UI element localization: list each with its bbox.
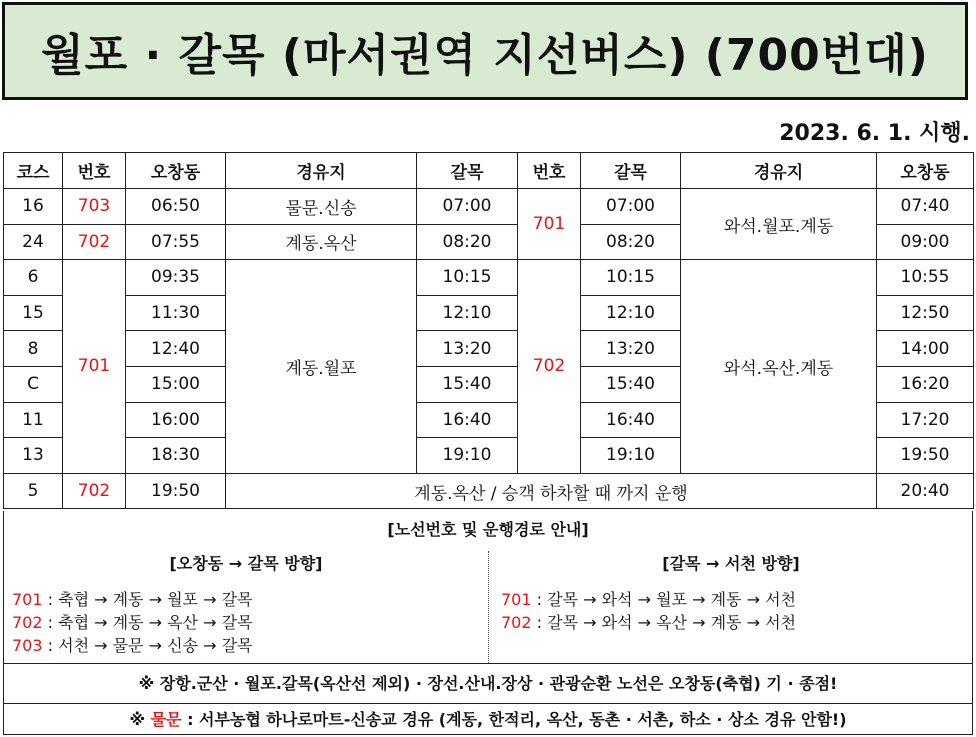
arrival-time: 08:20 <box>417 224 518 260</box>
departure-time: 09:35 <box>126 260 226 296</box>
detour-note <box>4 703 972 736</box>
table-row <box>4 189 974 225</box>
route-number: 702 <box>518 260 581 474</box>
effective-date: 2023. 6. 1. 시행. <box>779 121 970 146</box>
arrival-time: 19:10 <box>417 438 518 474</box>
route-number: 703 <box>63 189 126 225</box>
route-line <box>489 611 973 634</box>
departure-time: 11:30 <box>126 295 226 331</box>
via-cell: 와석.월포.계동 <box>681 189 877 260</box>
via-cell: 물문.신송 <box>226 189 417 225</box>
return-departure-time: 19:10 <box>581 438 681 474</box>
return-arrival-time: 07:40 <box>877 189 974 225</box>
route-number: 703 <box>12 636 43 655</box>
course-cell: 16 <box>4 189 63 225</box>
via-cell: 와석.옥산.계동 <box>681 260 877 474</box>
course-cell: C <box>4 366 63 402</box>
title-banner <box>2 2 968 100</box>
arrival-time: 13:20 <box>417 331 518 367</box>
schedule-table <box>3 152 974 509</box>
return-departure-time: 07:00 <box>581 189 681 225</box>
note-marker: ※ <box>129 710 151 729</box>
return-arrival-time: 20:40 <box>877 473 974 509</box>
route-line <box>489 588 973 611</box>
return-arrival-time: 14:00 <box>877 331 974 367</box>
departure-time: 18:30 <box>126 438 226 474</box>
departure-time: 07:55 <box>126 224 226 260</box>
course-cell: 11 <box>4 402 63 438</box>
col-header: 경유지 <box>226 153 417 189</box>
col-header: 오창동 <box>877 153 974 189</box>
departure-time: 16:00 <box>126 402 226 438</box>
return-arrival-time: 09:00 <box>877 224 974 260</box>
col-header: 코스 <box>4 153 63 189</box>
col-header: 경유지 <box>681 153 877 189</box>
route-line <box>4 634 488 657</box>
route-info-title: [노선번호 및 운행경로 안내] <box>387 520 589 539</box>
course-cell: 15 <box>4 295 63 331</box>
route-number: 702 <box>63 224 126 260</box>
route-number: 701 <box>518 189 581 260</box>
route-number: 702 <box>501 613 532 632</box>
return-departure-time: 10:15 <box>581 260 681 296</box>
route-line <box>4 588 488 611</box>
return-departure-time: 13:20 <box>581 331 681 367</box>
route-number: 701 <box>501 590 532 609</box>
route-path: : 갈목 → 와석 → 옥산 → 계동 → 서천 <box>531 613 796 632</box>
arrival-time: 10:15 <box>417 260 518 296</box>
return-departure-time: 08:20 <box>581 224 681 260</box>
return-departure-time: 16:40 <box>581 402 681 438</box>
route-info-panel <box>3 511 973 735</box>
route-line <box>4 611 488 634</box>
route-number: 702 <box>12 613 43 632</box>
arrival-time: 15:40 <box>417 366 518 402</box>
departure-time: 19:50 <box>126 473 226 509</box>
return-departure-time: 15:40 <box>581 366 681 402</box>
arrival-time: 07:00 <box>417 189 518 225</box>
col-header: 번호 <box>63 153 126 189</box>
last-run-note: 계동.옥산 / 승객 하차할 때 까지 운행 <box>226 473 877 509</box>
inbound-routes <box>488 551 973 663</box>
course-cell: 13 <box>4 438 63 474</box>
route-number: 701 <box>12 590 43 609</box>
route-number: 701 <box>63 260 126 474</box>
route-number: 702 <box>63 473 126 509</box>
arrival-time: 16:40 <box>417 402 518 438</box>
departure-time: 15:00 <box>126 366 226 402</box>
departure-time: 12:40 <box>126 331 226 367</box>
return-arrival-time: 17:20 <box>877 402 974 438</box>
highlight-stop: 물문 <box>150 710 182 729</box>
via-cell: 계동.옥산 <box>226 224 417 260</box>
return-departure-time: 12:10 <box>581 295 681 331</box>
route-path: : 축협 → 계동 → 옥산 → 갈목 <box>42 613 253 632</box>
table-row <box>4 473 974 509</box>
arrival-time: 12:10 <box>417 295 518 331</box>
terminal-note: ※ 장항.군산 · 월포.갈목(옥산선 제외) · 장선.산내.장상 · 관광순환 노선은 오창동(축협) 기 · 종점! <box>4 663 972 704</box>
course-cell: 8 <box>4 331 63 367</box>
route-path: : 서천 → 물문 → 신송 → 갈목 <box>42 636 253 655</box>
inbound-heading: [갈목 → 서천 방향] <box>662 554 800 573</box>
outbound-heading: [오창동 → 갈목 방향] <box>169 554 323 573</box>
course-cell: 24 <box>4 224 63 260</box>
via-cell: 계동.월포 <box>226 260 417 474</box>
course-cell: 6 <box>4 260 63 296</box>
header-row <box>4 153 974 189</box>
route-path: : 갈목 → 와석 → 월포 → 계동 → 서천 <box>531 590 796 609</box>
return-arrival-time: 12:50 <box>877 295 974 331</box>
departure-time: 06:50 <box>126 189 226 225</box>
return-arrival-time: 19:50 <box>877 438 974 474</box>
note-text: : 서부농협 하나로마트-신송교 경유 (계동, 한적리, 옥산, 동촌 · 서촌, 하소 · 상소 경유 안함!) <box>181 710 847 729</box>
col-header: 오창동 <box>126 153 226 189</box>
col-header: 번호 <box>518 153 581 189</box>
table-row <box>4 260 974 296</box>
col-header: 갈목 <box>417 153 518 189</box>
page-title: 월포 · 갈목 (마서권역 지선버스) (700번대) <box>41 30 929 81</box>
return-arrival-time: 16:20 <box>877 366 974 402</box>
return-arrival-time: 10:55 <box>877 260 974 296</box>
col-header: 갈목 <box>581 153 681 189</box>
route-path: : 축협 → 계동 → 월포 → 갈목 <box>42 590 253 609</box>
outbound-routes <box>4 551 488 657</box>
course-cell: 5 <box>4 473 63 509</box>
